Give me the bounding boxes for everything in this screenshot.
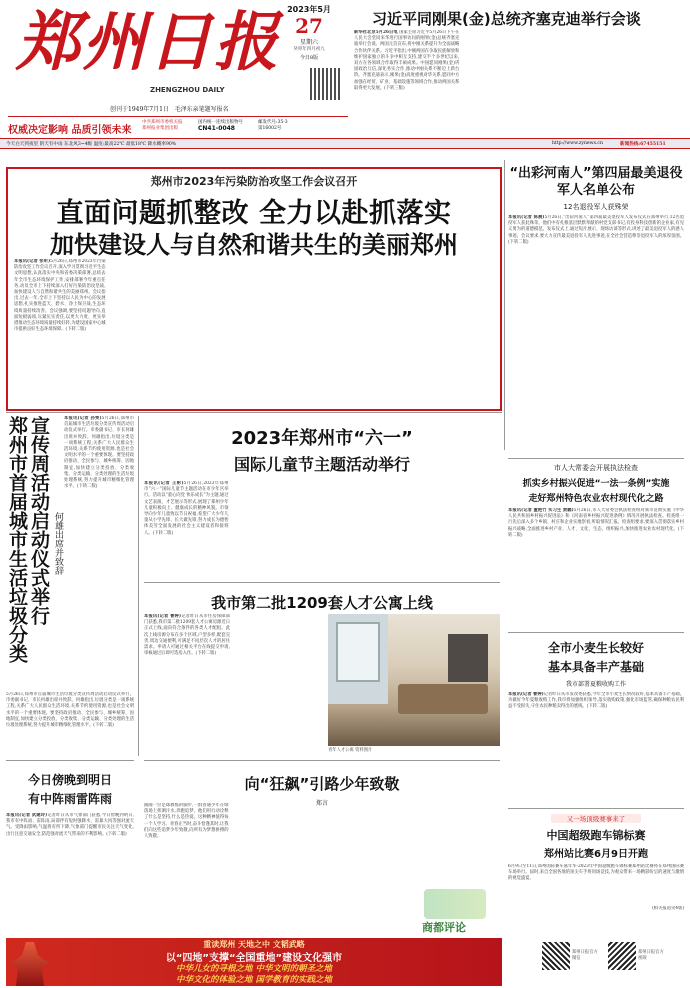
date-lunar: 癸卯年四月初九 [293, 47, 325, 52]
housing-byline: 本报讯(记者 曹婷) [144, 614, 182, 619]
left-text: 5月26日,郑州市首届城市生活垃圾分类宣传周活动启动仪式举行。市委副书记、市长何雄出席并致辞。何雄指出,垃圾分类是一项系统工程,关系广大人民群众生活环境,关系节约使用资源,也是社会文明水平的一个重要体现。要坚持政府推动、全民参与、城乡统筹、因地制宜,加快建立分类投放、分类收集、分类运输、分类处理的生活垃圾处理系统,努力提升城市精细化管理水平。(下转二版) [64, 416, 134, 490]
ndrc-title-2: 走好郑州特色农业农村现代化之路 [528, 494, 664, 504]
ndrc-title-1: 抓实乡村振兴促进“一法一条例”实施 [522, 479, 670, 489]
mid-title-1: 2023年郑州市“六一” [231, 428, 413, 449]
commentary-title: 向“狂飙”引路少年致敬 [244, 775, 400, 793]
commentary-badge [416, 889, 494, 933]
bottom-banner [6, 938, 502, 986]
hotline: 新闻热线:67455151 [620, 142, 666, 147]
cn-label: 国内统一连续出版物号 [198, 120, 243, 125]
masthead-pinyin: ZHENGZHOU DAILY [150, 86, 225, 94]
qr-code-video[interactable] [608, 942, 636, 970]
cn-block [198, 120, 243, 132]
weather-title-1: 今日傍晚到明日 [27, 773, 112, 787]
wheat-story[interactable] [508, 632, 684, 806]
lead-kicker: 郑州市2023年污染防治攻坚工作会议召开 [150, 175, 358, 188]
publisher-1: 中共郑州市委机关报 [142, 120, 183, 125]
masthead-founded [110, 104, 229, 113]
housing-caption: 青年人才公寓 资料图片 [328, 748, 373, 753]
weather-story[interactable] [6, 760, 134, 940]
mid-byline: 本报讯(记者 王彬) [144, 481, 184, 486]
wheat-subtitle: 我市部署夏粮收购工作 [565, 681, 626, 688]
date-weekday: 星期六 [299, 39, 318, 46]
top-story-dateline: 新华社北京5月26日电 [354, 30, 398, 35]
post-code: 邮发代号:35-3 [258, 120, 288, 125]
slogan-2: 品质引领未来 [71, 125, 132, 136]
date-pages: 今日8版 [299, 55, 319, 61]
banner-line-1: 重读郑州 天地之中 文韬武略 [203, 940, 305, 949]
mid-story[interactable] [144, 416, 500, 580]
date-block [272, 4, 346, 61]
qr-label-2: 郑州日报官方视频 [638, 950, 664, 961]
left-text-tail: 5月26日,郑州市首届城市生活垃圾分类宣传周活动启动仪式举行。市委副书记、市长何雄出席并致辞。何雄指出,垃圾分类是一项系统工程,关系广大人民群众生活环境,关系节约使用资源,也是社会文明水平的一个重要体现。要坚持政府推动、全民参与、城乡统筹、因地制宜,加快建立分类投放、分类收集、分类运输、分类处理的生活垃圾处理系统,努力提升城市精细化管理水平。(下转二版) [6, 692, 134, 729]
inscription-text: 毛泽东亲笔题写报名 [174, 106, 229, 113]
marathon-title-2: 郑州站比赛6月9日开跑 [544, 849, 648, 860]
left-byline: 本报讯(记者 孙雯) [64, 416, 102, 421]
side-story[interactable] [508, 165, 684, 425]
mid-text: 5月26日,2023年郑州市“六一”国际儿童节主题活动在市少年宫举行。活动以“童心向党 快乐成长”为主题,通过文艺表演、才艺展示等形式,展现了郑州少年儿童积极向上、健康成长的精神风貌。市领导向少年儿童致以节日祝福,希望广大少年儿童从小学先锋、长大做先锋,努力成长为德智体美劳全面发展的社会主义建设者和接班人。(下转二版) [144, 481, 229, 536]
top-story-title[interactable]: 习近平同刚果(金)总统齐塞克迪举行会谈 [372, 10, 641, 28]
side-subtitle: 12名退役军人获殊荣 [563, 203, 629, 211]
ndrc-text: 5月26日,市人大常委会执法检查组对我市贯彻实施《中华人民共和国乡村振兴促进法》和《河南省乡村振兴促进条例》情况开展执法检查。检查组一行先后深入多个乡镇、村庄和企业实地察看,听取情况汇报。检查组要求,要深入贯彻落实乡村振兴战略,全面推进乡村产业、人才、文化、生态、组织振兴,加快推进农业农村现代化。(下转二版) [508, 508, 684, 538]
housing-photo [328, 614, 500, 746]
lead-text: 5月26日,郑州市2023年污染防治攻坚工作会议召开,深入学习贯彻习近平生态文明思想,认真落实中央和省委决策部署,总结去年全市生态环境保护工作,安排部署今年重点任务,动员全市上下持续深入打好污染防治攻坚战,加快建设人与自然和谐共生的美丽郑州。会议指出,过去一年,全市上下坚持以人民为中心的发展思想,扎实推进蓝天、碧水、净土保卫战,生态环境质量持续改善。会议强调,要坚持问题导向,直面短板弱项,压紧压实责任,以更大力度、更实举措推动生态环境质量持续好转,为建设国家中心城市提供良好生态环境保障。(下转二版) [14, 259, 106, 333]
lead-headline-2: 加快建设人与自然和谐共生的美丽郑州 [50, 231, 458, 259]
mid-title-2: 国际儿童节主题活动举行 [233, 455, 410, 474]
left-story[interactable] [6, 416, 134, 746]
lead-body [14, 259, 496, 407]
website-link[interactable]: http://www.zynews.cn [552, 141, 603, 146]
ndrc-kicker: 市人大常委会开展执法检查 [554, 464, 638, 472]
housing-story[interactable] [144, 586, 500, 756]
commentary-author: 郑言 [315, 800, 328, 807]
marathon-kicker: 又一场顶级赛事来了 [551, 814, 641, 823]
wheat-title-2: 基本具备丰产基础 [547, 660, 644, 674]
top-story-text: 国家主席习近平5月26日下午在人民大会堂同来华进行国事访问的刚果(金)总统齐塞克迪举行会谈。两国元首宣布,将中刚关系提升为全面战略合作伙伴关系。习近平指出,中刚两国在争取民族解放和维护国家独立的斗争中相互支持,建交半个多世纪以来,双方在各领域合作取得丰硕成果。中国愿同刚果(金)巩固政治互信,深化务实合作,推动中刚关系不断迈上新台阶。齐塞克迪表示,刚果(金)高度重视对华关系,愿同中方加强在经贸、矿业、基础设施等领域合作,推动两国关系取得更大发展。(下转三版) [354, 30, 460, 91]
qr-label-1: 郑州日报官方微信 [572, 950, 598, 961]
wheat-title-1: 全市小麦生长较好 [547, 641, 644, 655]
marathon-title-1: 中国超级跑车锦标赛 [546, 829, 646, 842]
ndrc-byline: 本报讯(记者 董艳竹 实习生 黄鹏) [508, 508, 574, 513]
commentary-badge-text: 商都评论 [422, 921, 466, 934]
masthead [0, 0, 690, 150]
weather-title-2: 有中阵雨雷阵雨 [27, 792, 112, 806]
qr-block [508, 940, 684, 986]
cn-number: CN41-0048 [198, 125, 235, 132]
wheat-text: 记者昨日从市发改委获悉,今年全市小麦生长情况较好,基本具备丰产基础。为做好今年夏粮收购工作,我市将加强组织领导,落实收购政策,强化市场监管,确保种粮农民利益不受损失,守住农民种粮卖得出的底线。(下转二版) [508, 692, 684, 710]
qr-code-wechat[interactable] [542, 942, 570, 970]
left-title-a: 宣传周活动启动仪式举行 [28, 416, 50, 625]
weather-text: 今天白天到夜里 阴天有中雨 东北风3~4级 温度:最高22℃ 最低18℃ 降水概率90% [6, 142, 177, 147]
founded-text: 创刊于1949年7月1日 [110, 106, 169, 113]
banner-line-4: 中华文化的体验之地 国学教育的实践之地 [176, 975, 332, 985]
wheat-byline: 本报讯(记者 曹婷) [508, 692, 544, 697]
marathon-story[interactable] [508, 808, 684, 938]
top-story-body [354, 30, 682, 130]
qr-code-masthead [310, 68, 342, 100]
date-year-month: 2023年5月 [287, 5, 331, 14]
date-day: 27 [295, 14, 323, 38]
lead-byline: 本报讯(记者 张昕) [14, 259, 51, 264]
side-byline: 本报讯(记者 陈晨) [508, 215, 545, 220]
left-subtitle: 何雄出席并致辞 [53, 512, 63, 575]
housing-title: 我市第二批1209套人才公寓上线 [211, 594, 433, 612]
side-title-1: “出彩河南人”第四届最美退役军人名单公布 [509, 166, 683, 198]
commentary[interactable] [144, 760, 500, 940]
left-title-b: 郑州市首届城市生活垃圾分类 [6, 416, 28, 663]
banner-line-3: 中华儿女的寻根之地 中华文明的朝圣之地 [176, 964, 332, 974]
commentary-text: 跟随一位足球教练的脚步,一群普通少年在绿茵场上挥洒汗水,奔跑追梦。他们用行动诠释了什么是坚持,什么是热爱。这种精神值得每一个人学习。青春正当时,奋斗恰逢其时,让我们向这些追梦少年致敬,向所有为梦想拼搏的人致敬。 [144, 803, 229, 840]
lead-story[interactable] [6, 167, 502, 411]
weather-byline: 本报讯(记者 武建玲) [6, 813, 48, 818]
weather-text: 记者昨日从市气象部门获悉,今日傍晚到明日,我市有中阵雨、雷阵雨,局部伴有短时强降水、雷暴大风等强对流天气。受降雨影响,气温将有所下降,气象部门提醒市民关注天气变化,出行注意交通安全,防范强对流天气带来的不利影响。(下转二版) [6, 813, 134, 837]
side-text: 5月26日,“出彩河南人”第四届最美退役军人发布仪式在郑州举行,12名退役军人获此殊荣。他们中有扎根基层默默奉献的村党支部书记,有投身科技创新的企业家,有见义勇为的道德模范。发布仪式上,通过短片展示、现场访谈等形式,讲述了最美退役军人的感人事迹。会议要求,要大力宣传最美退役军人先进事迹,在全社会营造尊崇退役军人的浓厚氛围。(下转二版) [508, 215, 684, 245]
slogan [8, 121, 131, 136]
marathon-source: (相关报道见4版) [652, 906, 684, 911]
publisher-block [142, 120, 183, 132]
left-headline [6, 416, 50, 686]
banner-line-2: 以“四地”支撑“全国重地”建设文化强市 [165, 953, 343, 964]
lead-headline-1: 直面问题抓整改 全力以赴抓落实 [56, 198, 452, 229]
housing-text: 记者昨日从市住房保障部门获悉,我市第二批1209套人才公寓房源近日正式上线,面向符合条件的各类人才配租。此次上线房源分布在多个区域,户型多样,配套完善,周边交通便利,可满足不同层次人才的居住需求。申请人可通过相关平台在线提交申请,审核通过后即可选房入住。(下转二版) [144, 614, 230, 657]
slogan-1: 权威决定影响 [8, 125, 68, 136]
weather-strip [0, 138, 690, 149]
issue-number: 第16002号 [258, 126, 282, 131]
marathon-text: 6月9日至11日,郑州国际赛车嘉年华·2023年中国超级跑车锦标赛郑州站比赛将在郑州国际赛车场举行。届时,来自全国各地的顶尖车手将同场竞技,为观众带来一场精彩纷呈的速度与激情的视觉盛宴。 [508, 864, 684, 882]
masthead-title: 郑州日报 [16, 5, 280, 80]
ndrc-story[interactable] [508, 458, 684, 634]
issue-block [258, 120, 288, 132]
publisher-2: 郑州报业集团出版 [142, 126, 178, 131]
